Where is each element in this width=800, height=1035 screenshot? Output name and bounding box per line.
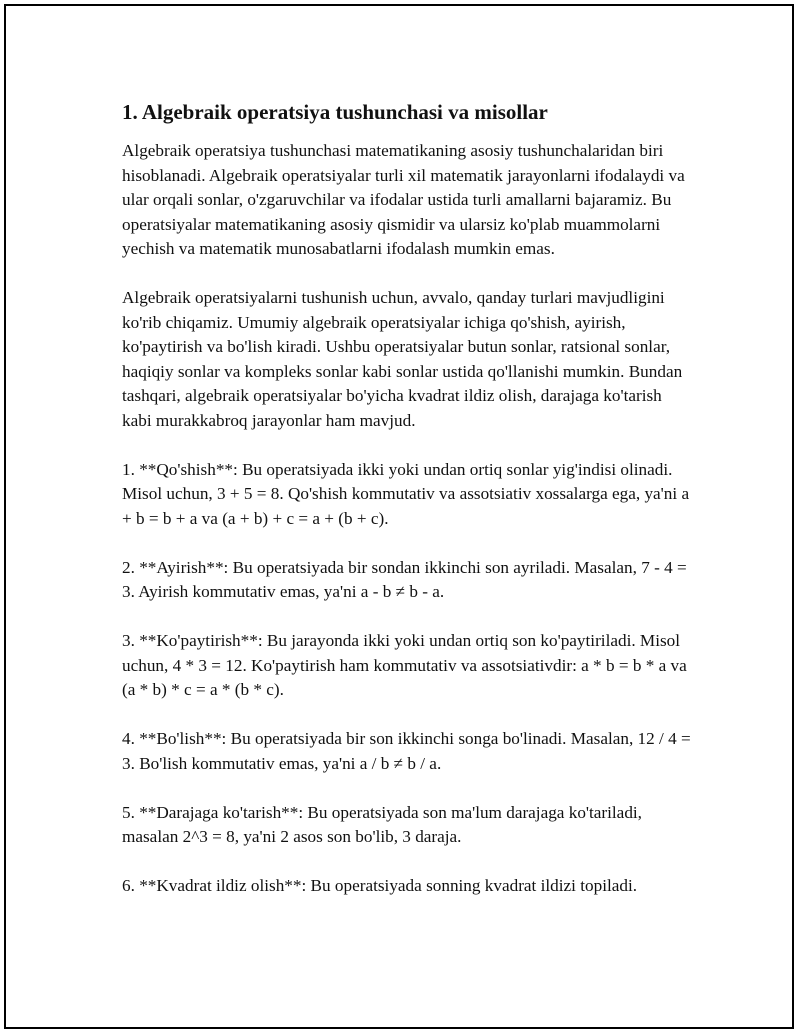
list-item-division: 4. **Bo'lish**: Bu operatsiyada bir son ikkinchi songa bo'linadi. Masalan, 12 / 4 = 3. Bo'lish kommutativ emas, ya'ni a / b ≠ b / a. (122, 729, 691, 773)
document-page (4, 4, 794, 1029)
list-item-square-root: 6. **Kvadrat ildiz olish**: Bu operatsiyada sonning kvadrat ildizi topiladi. (122, 876, 638, 895)
page-title: 1. Algebraik operatsiya tushunchasi va misollar (122, 100, 548, 124)
paragraph-types: Algebraik operatsiyalarni tushunish uchun, avvalo, qanday turlari mavjudligini ko'rib chiqamiz. Umumiy algebraik operatsiyalar ichiga qo'shish, ayirish, ko'paytirish va bo'lish kiradi. Ushbu operatsiyalar butun sonlar, ratsional sonlar, haqiqiy sonlar va kompleks sonlar kabi sonlar ustida qo'llanishi mumkin. Bundan tashqari, algebraik operatsiyalar bo'yicha kvadrat ildiz olish, darajaga ko'tarish kabi murakkabroq jarayonlar ham mavjud. (122, 288, 683, 430)
list-item-subtraction: 2. **Ayirish**: Bu operatsiyada bir sondan ikkinchi son ayriladi. Masalan, 7 - 4 = 3. Ayirish kommutativ emas, ya'ni a - b ≠ b - a. (122, 557, 687, 601)
list-item-multiplication: 3. **Ko'paytirish**: Bu jarayonda ikki yoki undan ortiq son ko'paytiriladi. Misol uchun, 4 * 3 = 12. Ko'paytirish ham kommutativ va assotsiativdir: a * b = b * a va (a * b) * c = a * (b * c). (122, 631, 687, 699)
list-item-addition: 1. **Qo'shish**: Bu operatsiyada ikki yoki undan ortiq sonlar yig'indisi olinadi. Misol uchun, 3 + 5 = 8. Qo'shish kommutativ va assotsiativ xossalarga ega, ya'ni a + b = b + a va (a + b) + c = a + (b + c). (122, 459, 690, 528)
paragraph-intro: Algebraik operatsiya tushunchasi matematikaning asosiy tushunchalaridan biri hisoblanadi. Algebraik operatsiyalar turli xil matematik jarayonlarni ifodalaydi va ular orqali sonlar, o'zgaruvchilar va ifodalar ustida turli amallarni bajaramiz. Bu operatsiyalar matematikaning asosiy qismidir va ularsiz ko'plab muammolarni yechish va matematik munosabatlarni ifodalash mumkin emas. (122, 141, 685, 258)
document-content (122, 98, 692, 923)
list-item-exponentiation: 5. **Darajaga ko'tarish**: Bu operatsiyada son ma'lum darajaga ko'tariladi, masalan 2^3 = 8, ya'ni 2 asos son bo'lib, 3 daraja. (122, 802, 642, 846)
